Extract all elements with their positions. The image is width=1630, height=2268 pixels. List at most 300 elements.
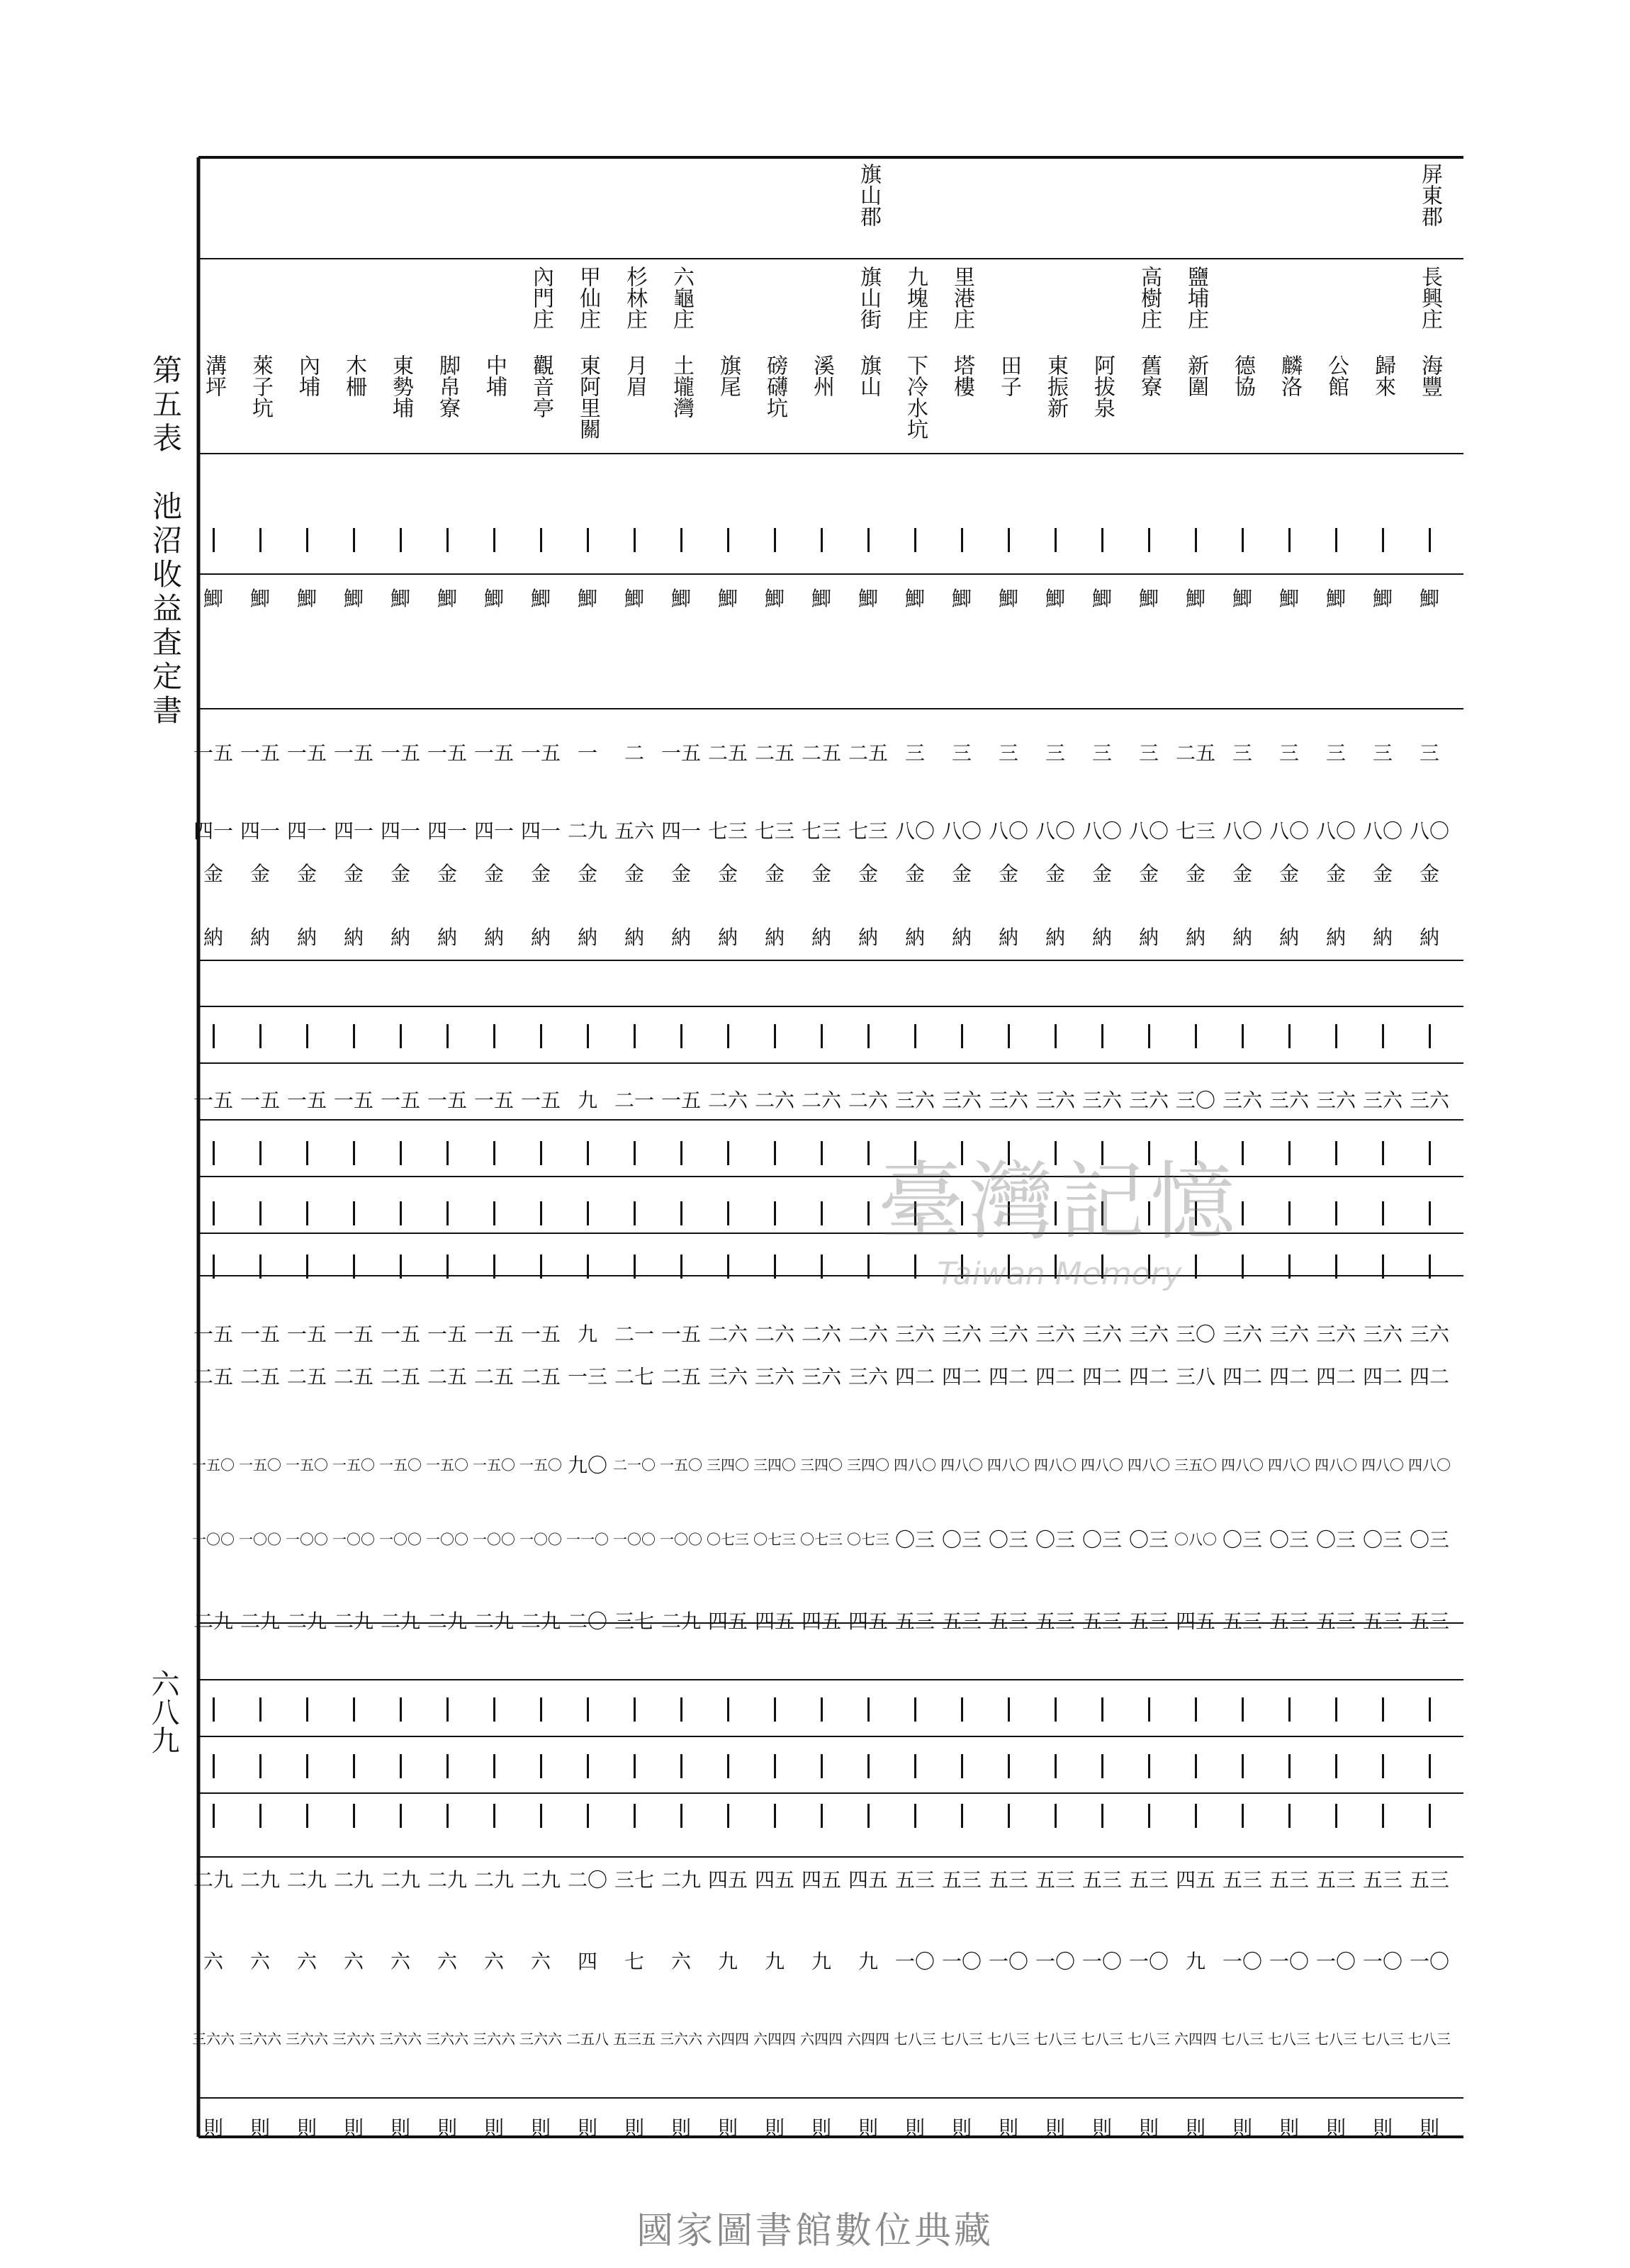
- cell-m: 一五: [661, 741, 701, 765]
- dash-cell: [985, 1751, 1032, 1782]
- dash-cell: [283, 1800, 330, 1831]
- dash-cell: [1079, 1251, 1125, 1282]
- dash-cell: [798, 1198, 845, 1229]
- cell-z: 則: [437, 2116, 457, 2140]
- cell-u: 金: [717, 862, 738, 885]
- cell-v: 三六: [1315, 1089, 1356, 1112]
- cell-a: 三〇: [1175, 1323, 1215, 1346]
- cell-g: 九: [1185, 1950, 1205, 1973]
- cell-v: 三六: [894, 1089, 935, 1112]
- cell-p: 七三: [801, 819, 841, 843]
- cell-g: 六: [530, 1950, 551, 1973]
- cell-p: 八〇: [988, 819, 1028, 843]
- cell-fish: 鯽: [1138, 587, 1159, 610]
- cell-sho: 內門庄: [529, 266, 553, 330]
- cell-e: 二九: [286, 1610, 327, 1633]
- cell-u: 金: [1419, 862, 1439, 885]
- dash-cell: [1219, 1138, 1266, 1169]
- cell-sho: [330, 266, 377, 344]
- dash-cell: [1079, 524, 1125, 556]
- dash-cell: [1359, 1694, 1406, 1725]
- cell-g: 六: [483, 1950, 504, 1973]
- cell-gun: [424, 163, 471, 262]
- cell-gun: [1079, 163, 1125, 262]
- cell-n: 納: [1185, 926, 1205, 949]
- dash-cell: [1406, 1251, 1453, 1282]
- cell-c: 一五〇: [519, 1456, 562, 1473]
- cell-u: 金: [670, 862, 691, 885]
- cell-place: 德協: [1230, 354, 1255, 397]
- cell-n: 納: [530, 926, 551, 949]
- dash-cell: [1406, 1694, 1453, 1725]
- cell-d: 〇三: [1128, 1528, 1169, 1551]
- cell-b: 四二: [1222, 1365, 1262, 1388]
- cell-fish: 鯽: [249, 587, 270, 610]
- cell-fish: 鯽: [951, 587, 972, 610]
- cell-sho: 六龜庄: [669, 266, 694, 330]
- cell-fish: 鯽: [1232, 587, 1252, 610]
- cell-d: 〇七三: [800, 1531, 843, 1548]
- cell-fish: 鯽: [437, 587, 457, 610]
- cell-n: 納: [390, 926, 410, 949]
- cell-z: 則: [390, 2116, 410, 2140]
- cell-gun: [1032, 163, 1079, 262]
- cell-p: 四一: [286, 819, 327, 843]
- cell-z: 則: [811, 2116, 831, 2140]
- dash-cell: [1266, 1751, 1313, 1782]
- cell-g: 九: [717, 1950, 738, 1973]
- cell-fish: 鯽: [577, 587, 597, 610]
- cell-sho: 鹽埔庄: [1184, 266, 1208, 330]
- cell-a: 一五: [380, 1323, 420, 1346]
- dash-cell: [564, 1138, 611, 1169]
- dash-cell: [611, 1800, 658, 1831]
- cell-a: 三六: [988, 1323, 1028, 1346]
- cell-b: 二七: [614, 1365, 654, 1388]
- cell-d: 一〇〇: [660, 1531, 702, 1548]
- cell-c: 三四〇: [707, 1456, 749, 1473]
- cell-v: 一五: [333, 1089, 373, 1112]
- cell-sho: 高樹庄: [1137, 266, 1162, 330]
- cell-p: 八〇: [1315, 819, 1356, 843]
- cell-c: 一五〇: [192, 1456, 235, 1473]
- dash-cell: [377, 1138, 424, 1169]
- cell-sho: [1266, 266, 1313, 344]
- cell-gun: [330, 163, 377, 262]
- cell-gun: [1219, 163, 1266, 262]
- cell-f: 二〇: [567, 1868, 607, 1892]
- cell-c: 四八〇: [1268, 1456, 1310, 1473]
- cell-a: 一五: [286, 1323, 327, 1346]
- cell-a: 二六: [707, 1323, 748, 1346]
- cell-n: 納: [1045, 926, 1065, 949]
- dash-cell: [1406, 1021, 1453, 1052]
- dash-cell: [377, 1694, 424, 1725]
- cell-sho: 里港庄: [950, 266, 974, 330]
- cell-e: 二九: [380, 1610, 420, 1633]
- cell-place: 月眉: [622, 354, 647, 397]
- cell-m: 二五: [1175, 741, 1215, 765]
- cell-f: 五三: [941, 1868, 982, 1892]
- dash-cell: [1125, 1694, 1172, 1725]
- dash-cell: [1032, 1251, 1079, 1282]
- cell-f: 五三: [1035, 1868, 1075, 1892]
- dash-cell: [190, 1694, 237, 1725]
- dash-cell: [1359, 524, 1406, 556]
- cell-f: 五三: [1269, 1868, 1309, 1892]
- cell-z: 則: [203, 2116, 223, 2140]
- dash-cell: [1313, 1751, 1359, 1782]
- cell-d: 〇八〇: [1174, 1531, 1217, 1548]
- dash-cell: [190, 1138, 237, 1169]
- dash-cell: [798, 1138, 845, 1169]
- side-title: 第五表 池沼收益査定書: [148, 354, 183, 729]
- cell-gun: [283, 163, 330, 262]
- cell-gun: [798, 163, 845, 262]
- dash-cell: [1032, 1694, 1079, 1725]
- dash-cell: [517, 524, 564, 556]
- cell-a: 三六: [1269, 1323, 1309, 1346]
- dash-cell: [611, 524, 658, 556]
- cell-place: 旗尾: [716, 354, 741, 397]
- cell-v: 二一: [614, 1089, 654, 1112]
- cell-f: 五三: [1409, 1868, 1449, 1892]
- cell-sho: [704, 266, 751, 344]
- dash-cell: [1406, 1751, 1453, 1782]
- cell-h: 三六六: [286, 2031, 328, 2048]
- cell-g: 一〇: [1081, 1950, 1122, 1973]
- cell-d: 一〇〇: [613, 1531, 656, 1548]
- cell-b: 二五: [661, 1365, 701, 1388]
- cell-e: 二九: [661, 1610, 701, 1633]
- dash-cell: [798, 524, 845, 556]
- cell-g: 一〇: [1315, 1950, 1356, 1973]
- cell-d: 一〇〇: [286, 1531, 328, 1548]
- cell-g: 六: [203, 1950, 223, 1973]
- cell-e: 二九: [240, 1610, 280, 1633]
- dash-cell: [751, 1021, 798, 1052]
- cell-g: 一〇: [988, 1950, 1028, 1973]
- cell-b: 四二: [1409, 1365, 1449, 1388]
- cell-place: 新圍: [1184, 354, 1208, 397]
- cell-d: 〇七三: [847, 1531, 889, 1548]
- dash-cell: [330, 1021, 377, 1052]
- cell-p: 四一: [520, 819, 561, 843]
- cell-n: 納: [717, 926, 738, 949]
- cell-fish: 鯽: [1185, 587, 1205, 610]
- cell-fish: 鯽: [764, 587, 785, 610]
- cell-e: 五三: [1035, 1610, 1075, 1633]
- cell-sho: 杉林庄: [622, 266, 647, 330]
- cell-g: 一〇: [1222, 1950, 1262, 1973]
- cell-fish: 鯽: [1091, 587, 1112, 610]
- cell-sho: [190, 266, 237, 344]
- cell-f: 二九: [240, 1868, 280, 1892]
- cell-e: 二〇: [567, 1610, 607, 1633]
- cell-d: 一〇〇: [519, 1531, 562, 1548]
- cell-gun: [517, 163, 564, 262]
- cell-b: 二五: [380, 1365, 420, 1388]
- cell-d: 一一〇: [566, 1531, 609, 1548]
- cell-place: 磅礴坑: [763, 354, 787, 418]
- cell-v: 九: [577, 1089, 597, 1112]
- dash-cell: [564, 1751, 611, 1782]
- dash-cell: [283, 1751, 330, 1782]
- cell-b: 三六: [707, 1365, 748, 1388]
- cell-g: 一〇: [941, 1950, 982, 1973]
- cell-c: 三四〇: [800, 1456, 843, 1473]
- cell-b: 四二: [1315, 1365, 1356, 1388]
- dash-cell: [798, 1694, 845, 1725]
- dash-cell: [517, 1198, 564, 1229]
- cell-b: 三六: [801, 1365, 841, 1388]
- dash-cell: [798, 1021, 845, 1052]
- cell-h: 三六六: [332, 2031, 375, 2048]
- dash-cell: [1406, 1138, 1453, 1169]
- cell-gun: [1125, 163, 1172, 262]
- dash-cell: [424, 1751, 471, 1782]
- cell-g: 六: [296, 1950, 317, 1973]
- cell-f: 四五: [848, 1868, 888, 1892]
- cell-sho: [1219, 266, 1266, 344]
- cell-u: 金: [296, 862, 317, 885]
- dash-cell: [1359, 1751, 1406, 1782]
- dash-cell: [938, 1694, 985, 1725]
- dash-cell: [845, 1800, 892, 1831]
- cell-z: 則: [904, 2116, 925, 2140]
- dash-cell: [892, 1138, 938, 1169]
- dash-cell: [517, 1694, 564, 1725]
- dash-cell: [1359, 1138, 1406, 1169]
- dash-cell: [1219, 1198, 1266, 1229]
- cell-e: 四五: [1175, 1610, 1215, 1633]
- dash-cell: [985, 1021, 1032, 1052]
- cell-place: 觀音亭: [529, 354, 553, 418]
- dash-cell: [283, 524, 330, 556]
- cell-b: 三六: [754, 1365, 794, 1388]
- cell-fish: 鯽: [998, 587, 1018, 610]
- cell-f: 四五: [707, 1868, 748, 1892]
- cell-sho: [377, 266, 424, 344]
- dash-cell: [377, 524, 424, 556]
- cell-a: 三六: [1128, 1323, 1169, 1346]
- dash-cell: [237, 1694, 283, 1725]
- dash-cell: [283, 1198, 330, 1229]
- cell-f: 二九: [520, 1868, 561, 1892]
- cell-z: 則: [670, 2116, 691, 2140]
- watermark-text: 臺灣記憶: [878, 1153, 1241, 1252]
- dash-cell: [190, 1800, 237, 1831]
- cell-h: 七八三: [1268, 2031, 1310, 2048]
- cell-p: 四一: [427, 819, 467, 843]
- cell-b: 二五: [286, 1365, 327, 1388]
- dash-cell: [377, 1251, 424, 1282]
- dash-cell: [330, 1694, 377, 1725]
- cell-m: 一五: [333, 741, 373, 765]
- dash-cell: [330, 524, 377, 556]
- cell-z: 則: [1325, 2116, 1346, 2140]
- cell-g: 六: [249, 1950, 270, 1973]
- cell-e: 五三: [1222, 1610, 1262, 1633]
- dash-cell: [330, 1751, 377, 1782]
- cell-p: 四一: [193, 819, 233, 843]
- cell-m: 三: [998, 741, 1018, 765]
- cell-a: 一五: [333, 1323, 373, 1346]
- cell-g: 九: [858, 1950, 878, 1973]
- dash-cell: [377, 1800, 424, 1831]
- cell-b: 二五: [473, 1365, 514, 1388]
- cell-u: 金: [1091, 862, 1112, 885]
- cell-z: 則: [530, 2116, 551, 2140]
- cell-h: 三六六: [660, 2031, 702, 2048]
- dash-cell: [1266, 524, 1313, 556]
- cell-d: 〇三: [941, 1528, 982, 1551]
- cell-n: 納: [670, 926, 691, 949]
- cell-n: 納: [203, 926, 223, 949]
- cell-z: 則: [764, 2116, 785, 2140]
- cell-gun: [658, 163, 704, 262]
- dash-cell: [892, 1251, 938, 1282]
- cell-u: 金: [764, 862, 785, 885]
- cell-b: 四二: [1128, 1365, 1169, 1388]
- cell-u: 金: [343, 862, 364, 885]
- cell-p: 八〇: [1362, 819, 1403, 843]
- cell-place: 東勢埔: [388, 354, 413, 418]
- cell-f: 五三: [894, 1868, 935, 1892]
- cell-fish: 鯽: [1372, 587, 1393, 610]
- dash-cell: [751, 1694, 798, 1725]
- cell-d: 一〇〇: [426, 1531, 468, 1548]
- page-number: 六八九: [147, 1669, 179, 1754]
- cell-c: 一五〇: [426, 1456, 468, 1473]
- cell-v: 三六: [1222, 1089, 1262, 1112]
- cell-place: 田子: [996, 354, 1021, 397]
- cell-v: 一五: [380, 1089, 420, 1112]
- cell-c: 四八〇: [1408, 1456, 1451, 1473]
- cell-gun: [704, 163, 751, 262]
- dash-cell: [1125, 524, 1172, 556]
- cell-place: 下冷水坑: [903, 354, 928, 439]
- watermark-sub: Taiwan Memory: [937, 1256, 1182, 1292]
- dash-cell: [471, 1751, 517, 1782]
- dash-cell: [611, 1021, 658, 1052]
- cell-gun: [471, 163, 517, 262]
- cell-p: 八〇: [1035, 819, 1075, 843]
- cell-d: 〇三: [1081, 1528, 1122, 1551]
- dash-cell: [424, 1251, 471, 1282]
- dash-cell: [471, 1021, 517, 1052]
- cell-h: 三六六: [519, 2031, 562, 2048]
- cell-b: 二五: [193, 1365, 233, 1388]
- dash-cell: [424, 1800, 471, 1831]
- cell-place: 土壠灣: [669, 354, 694, 418]
- cell-m: 三: [1045, 741, 1065, 765]
- cell-z: 則: [1045, 2116, 1065, 2140]
- dash-cell: [377, 1751, 424, 1782]
- cell-n: 納: [1091, 926, 1112, 949]
- cell-b: 二五: [427, 1365, 467, 1388]
- cell-g: 一〇: [1128, 1950, 1169, 1973]
- cell-p: 八〇: [1269, 819, 1309, 843]
- cell-z: 則: [998, 2116, 1018, 2140]
- dash-cell: [938, 1021, 985, 1052]
- cell-e: 二九: [333, 1610, 373, 1633]
- cell-e: 五三: [1362, 1610, 1403, 1633]
- cell-g: 一〇: [1269, 1950, 1309, 1973]
- cell-h: 三六六: [192, 2031, 235, 2048]
- dash-cell: [611, 1751, 658, 1782]
- cell-sho: [1313, 266, 1359, 344]
- dash-cell: [1266, 1198, 1313, 1229]
- dash-cell: [1172, 1021, 1219, 1052]
- cell-b: 三八: [1175, 1365, 1215, 1388]
- cell-place: 歸來: [1371, 354, 1395, 397]
- dash-cell: [892, 1751, 938, 1782]
- cell-p: 四一: [240, 819, 280, 843]
- dash-cell: [330, 1138, 377, 1169]
- cell-f: 二九: [427, 1868, 467, 1892]
- dash-cell: [237, 1751, 283, 1782]
- cell-place: 麟洛: [1277, 354, 1302, 397]
- cell-gun: [1313, 163, 1359, 262]
- cell-h: 七八三: [987, 2031, 1030, 2048]
- cell-h: 七八三: [894, 2031, 936, 2048]
- cell-a: 三六: [941, 1323, 982, 1346]
- cell-c: 一五〇: [473, 1456, 515, 1473]
- cell-g: 九: [811, 1950, 831, 1973]
- cell-b: 四二: [1362, 1365, 1403, 1388]
- dash-cell: [845, 1138, 892, 1169]
- dash-cell: [1266, 1021, 1313, 1052]
- cell-z: 則: [1138, 2116, 1159, 2140]
- cell-place: 萊子坑: [248, 354, 273, 418]
- cell-f: 二九: [286, 1868, 327, 1892]
- cell-u: 金: [951, 862, 972, 885]
- cell-p: 五六: [614, 819, 654, 843]
- cell-g: 六: [390, 1950, 410, 1973]
- cell-sho: 九塊庄: [903, 266, 928, 330]
- cell-d: 一〇〇: [473, 1531, 515, 1548]
- cell-h: 七八三: [1361, 2031, 1404, 2048]
- cell-v: 三六: [1081, 1089, 1122, 1112]
- cell-a: 三六: [1362, 1323, 1403, 1346]
- cell-h: 三六六: [239, 2031, 281, 2048]
- dash-cell: [1266, 1138, 1313, 1169]
- cell-place: 塔樓: [950, 354, 974, 397]
- dash-cell: [704, 1021, 751, 1052]
- dash-cell: [658, 1021, 704, 1052]
- dash-cell: [892, 524, 938, 556]
- dash-cell: [704, 1138, 751, 1169]
- cell-u: 金: [483, 862, 504, 885]
- cell-g: 一〇: [1362, 1950, 1403, 1973]
- dash-cell: [1079, 1751, 1125, 1782]
- dash-cell: [704, 1198, 751, 1229]
- cell-n: 納: [1232, 926, 1252, 949]
- dash-cell: [938, 1751, 985, 1782]
- cell-p: 七三: [754, 819, 794, 843]
- dash-cell: [985, 1198, 1032, 1229]
- cell-d: 〇三: [1035, 1528, 1075, 1551]
- dash-cell: [845, 1021, 892, 1052]
- cell-n: 納: [577, 926, 597, 949]
- dash-cell: [751, 1751, 798, 1782]
- cell-m: 三: [1372, 741, 1393, 765]
- cell-p: 七三: [707, 819, 748, 843]
- cell-c: 一五〇: [332, 1456, 375, 1473]
- cell-place: 東振新: [1043, 354, 1068, 418]
- dash-cell: [658, 1751, 704, 1782]
